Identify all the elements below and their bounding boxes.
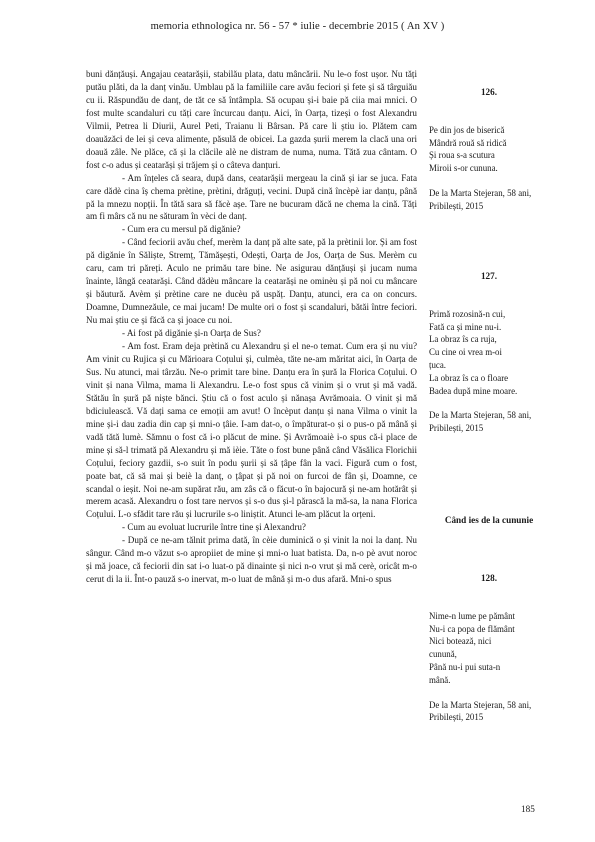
paragraph: - Am fost. Eram deja prètină cu Alexandru și el ne-o temat. Cum era și nu viu? Am vinit cu Rujica și cu Mărioara Coțului și, culmèa, tăte ne-am măritat aici, în Oarța de Sus. Nu atunci, mai târzău. Ne-o primit tare bine. Danțu era în șură la Florica Coțului. O vinit și nana Vilma, mama li Alexandru. Le-o fost spus că vinim și o vrut și mă vadă. Stătău în șură pă niște bănci. Știu că o fost aculo și nănașa Avrămoaia. O vinit și mă bdiciulească. Vă dați sama ce emoții am avut! O încèput danțu și nana Vilma o vinit la mine și-i dau zadia din cap și mni-o țâie. I-am dat-o, o împăturat-o și o pus-o pă mână și vadă tătă lumè. Sămnu o fost că i-o plăcut de mine. Și Avrămoaiè i-o spus că-i place de mine și să-l trimată pă Alexandru și mă ièie. Tăte o fost bune până când Văsălica Florichii Coțului, feciorу gazdii, s-o suit în podu șurii și să țâpe fân la vaci. Figură cum o fost, poate bat, că să mai și beiè la danț, o țâpat și pă noi on furcoi de fân și, Doamne, ce scandal o ieșit. Noi ne-am supărat rău, am zâs că o făcut-o în bajocură și ne-am hotărât și merem acasă. Alexandru o fost tare nervos și s-o dus și-l părască la mă-sa, la nana Florica Coțului. L-o sfădit tare rău și lucrurile s-o liniștit. Atunci le-am plăcut la orțeni. <box>86 341 417 520</box>
verse-line: Fată ca și mine nu-i. <box>429 321 502 332</box>
verse-line: mână. <box>429 674 451 685</box>
section-heading-block <box>429 514 549 527</box>
verse-line: Pe din jos de biserică <box>429 124 505 135</box>
song-number: 128. <box>480 573 498 583</box>
song-number: 127. <box>480 271 498 281</box>
verse-line: Cu cine oi vrea m-oi <box>429 347 502 358</box>
song-verse <box>429 308 549 398</box>
paragraph: - După ce ne-am tălnit prima dată, în cèie duminică o și vinit la noi la danț. Nu sângur. Când m-o văzut s-o apropiiet de mine și mni-o luat batista. Da, n-o pè avut noroc și mă joace, că feciorii din sat i-o luat-o pă dinainte și nici n-o vrut și mă cerè, oricât m-o cerut di la ii. Înt-o pauză s-o inervat, m-o luat de mână și m-o dus afară. Mni-o spus <box>86 535 417 585</box>
question: - Ai fost pă digănie și-n Oarța de Sus? <box>122 328 261 339</box>
song-verse <box>429 610 549 687</box>
song-source: De la Marta Stejeran, 58 ani, Pribilești, 2015 <box>429 410 532 434</box>
verse-line: cunună, <box>429 649 457 660</box>
verse-line: Mândră rouă să ridică <box>429 137 507 148</box>
paragraph: - Când feciorii avău chef, merèm la danț pă alte sate, pă la prètinii lor. Și am fost pă digănie în Săliște, Stremț, Tămășești, Odești, Oarța de Jos, Oarța de Sus. Merèm cu caru, cam tri păreți. Aculo ne primău tare bine. Ne asigurau dănțăuși și jucam numa înainte, lângă ceatarăși. Când dădèu mâncare la ceatarăși ne ominèu și pă noi cu mâncare și băutură. Avèm și prètine care ne ducèu pă uspăț. Danțu, atunci, era ca on concurs. Doamne, Dumnezăule, ce mai jucam! De multe ori o fost și scandaluri, bătăi între feciori. Nu mai știu ce și făcă ca și joace cu noi. <box>86 237 417 326</box>
verse-line: La obraz îs ca ruja, <box>429 334 497 345</box>
paragraph: - Am înțeles că seara, după dans, ceatarășii mergeau la cină și iar se juca. Fata care dădè cina îș chema prètine, prètini, drăguți, vecini. După cină încèpè iar danțu, până pă la mnezu nopții. În tătă sara să făcè așe. Tare ne bucuram dăcă ne chema la cină. Tăți am fi mârs că nu ne săturam în vèci de danț. <box>86 172 417 222</box>
verse-line: La obraz îs ca o floare <box>429 372 509 383</box>
song-126 <box>429 86 549 213</box>
verse-line: Nici botează, nici <box>429 636 492 647</box>
question: - Cum au evoluat lucrurile între tine și Alexandru? <box>122 522 306 533</box>
verse-line: Până nu-i pui suta-n <box>429 661 501 672</box>
song-verse <box>429 124 549 175</box>
song-number: 126. <box>480 87 498 97</box>
verse-line: Și roua s-a scutura <box>429 150 495 161</box>
journal-header: memoria ethnologica nr. 56 - 57 * iulie - decembrie 2015 ( An XV ) <box>150 21 445 32</box>
song-127 <box>429 270 549 435</box>
question: - Cum era cu mersul pă digănie? <box>122 224 241 235</box>
song-source: De la Marta Stejeran, 58 ani, Pribilești, 2015 <box>429 699 532 723</box>
verse-line: țuca. <box>429 359 447 370</box>
section-heading: Când ies de la cununie <box>444 515 534 525</box>
page-number: 185 <box>521 804 535 814</box>
verse-line: Badea după mine moare. <box>429 385 518 396</box>
song-128 <box>429 572 549 724</box>
paragraph: buni dănțăuși. Angajau ceatarășii, stabilău plata, datu mâncării. Nu le-o fost ușor. Nu tăți putău plăti, da la danț vinău. Umblau pă la familiile care avău feciori și fete și să târguiău cu ii. Răspundău de danț, de tăt ce să întâmpla. Să ocupau și-i baie pă ciia mai mnici. O fost multe scandaluri cu tăți care încurcau danțu. Aici, în Oarța, tizeși o fost Alexandru Vilmii, Petrea li Diurii, Aurel Peti, Traianu li Bârsan. Pă care li știu io. Plătem cam doauăzăci de lei și ceva alimente, păsulă de obicei. La gazda șurii merem la clacă una ori doauă zâle. Ne plăce, că și la clăcile alè ne distram de numa, numa. Tătă zua cântam. O fost c-o adus și ceatarăși și trăjem și o câteva danțuri. <box>86 69 417 170</box>
main-text-column <box>86 68 417 586</box>
verse-line: Nime-n lume pe pământ <box>429 610 516 621</box>
verse-line: Primă rozosină-n cui, <box>429 308 506 319</box>
song-source: De la Marta Stejeran, 58 ani, Pribilești, 2015 <box>429 187 532 211</box>
verse-line: Nu-i ca popa de flământ <box>429 623 515 634</box>
verse-line: Miroii s-or cununa. <box>429 163 498 174</box>
